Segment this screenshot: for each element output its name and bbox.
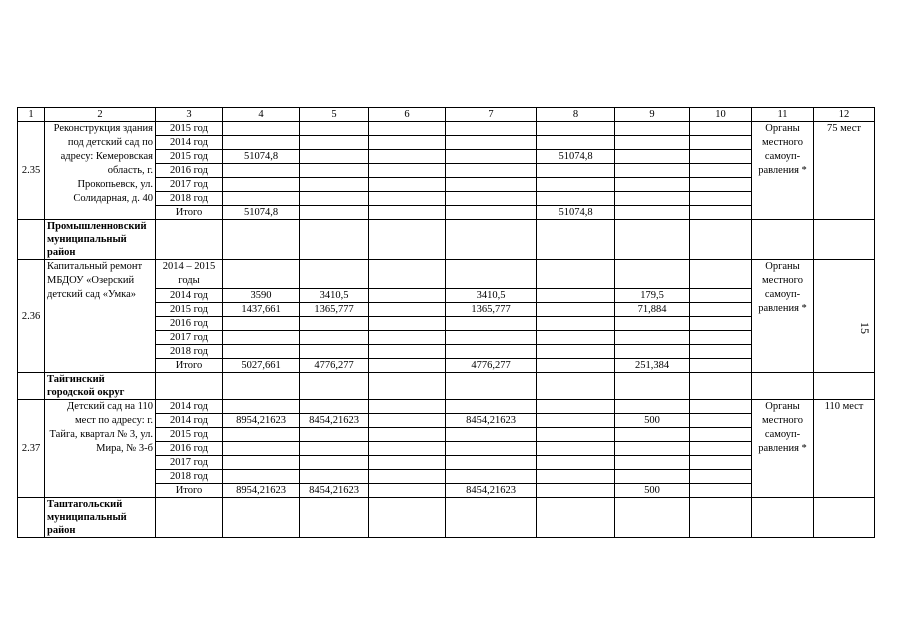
col-header: 1 <box>18 108 45 122</box>
total-label: Итого <box>156 484 223 498</box>
value-cell: 8954,21623 <box>223 414 300 428</box>
value-cell: 500 <box>615 484 690 498</box>
item-number: 2.35 <box>18 122 45 220</box>
value-cell: 8954,21623 <box>223 484 300 498</box>
year-cell: 2014 – 2015 годы <box>156 260 223 289</box>
value-cell: 5027,661 <box>223 359 300 373</box>
value-cell: 71,884 <box>615 303 690 317</box>
col-header: 9 <box>615 108 690 122</box>
value-cell: 4776,277 <box>300 359 369 373</box>
section-row <box>18 373 875 400</box>
col-header: 3 <box>156 108 223 122</box>
year-cell: 2016 год <box>156 442 223 456</box>
value-cell: 3590 <box>223 289 300 303</box>
item-name: Детский сад на 110 мест по адресу: г. Тайга, квартал № 3, ул. Мира, № 3-б <box>45 400 156 498</box>
value-cell: 51074,8 <box>537 150 615 164</box>
item-number: 2.36 <box>18 260 45 373</box>
value-cell: 179,5 <box>615 289 690 303</box>
year-cell: 2014 год <box>156 136 223 150</box>
value-cell: 4776,277 <box>446 359 537 373</box>
year-cell: 2017 год <box>156 331 223 345</box>
value-cell: 8454,21623 <box>300 414 369 428</box>
total-label: Итого <box>156 206 223 220</box>
year-cell: 2015 год <box>156 428 223 442</box>
section-title: Промышленновский муниципальный район <box>45 220 156 260</box>
places-count: 110 мест <box>814 400 875 498</box>
table-row <box>18 400 875 414</box>
col-header: 4 <box>223 108 300 122</box>
value-cell: 1365,777 <box>300 303 369 317</box>
section-row <box>18 498 875 538</box>
item-number: 2.37 <box>18 400 45 498</box>
value-cell: 1437,661 <box>223 303 300 317</box>
places-count: 75 мест <box>814 122 875 220</box>
year-cell: 2014 год <box>156 414 223 428</box>
col-header: 7 <box>446 108 537 122</box>
year-cell: 2017 год <box>156 456 223 470</box>
value-cell: 3410,5 <box>300 289 369 303</box>
value-cell: 8454,21623 <box>446 414 537 428</box>
year-cell: 2018 год <box>156 345 223 359</box>
col-header: 2 <box>45 108 156 122</box>
value-cell: 8454,21623 <box>300 484 369 498</box>
year-cell: 2018 год <box>156 470 223 484</box>
value-cell: 8454,21623 <box>446 484 537 498</box>
year-cell: 2016 год <box>156 164 223 178</box>
table-row <box>18 260 875 289</box>
col-header: 10 <box>690 108 752 122</box>
value-cell: 51074,8 <box>223 150 300 164</box>
value-cell: 1365,777 <box>446 303 537 317</box>
program-table <box>17 107 875 538</box>
value-cell: 51074,8 <box>537 206 615 220</box>
value-cell: 3410,5 <box>446 289 537 303</box>
item-name: Капитальный ремонт МБДОУ «Озерский детский сад «Умка» <box>45 260 156 373</box>
year-cell: 2017 год <box>156 178 223 192</box>
section-row <box>18 220 875 260</box>
responsible-org: Органы местного самоуп- равления * <box>752 400 814 498</box>
value-cell: 251,384 <box>615 359 690 373</box>
year-cell: 2014 год <box>156 289 223 303</box>
col-header: 8 <box>537 108 615 122</box>
page-number: 15 <box>858 322 872 334</box>
responsible-org: Органы местного самоуп- равления * <box>752 122 814 220</box>
column-number-row <box>18 108 875 122</box>
year-cell: 2015 год <box>156 150 223 164</box>
item-name: Реконструкция здания под детский сад по адресу: Кемеровская область, г. Прокопьевск, ул. Солидарная, д. 40 <box>45 122 156 220</box>
section-title: Тайгинский городской округ <box>45 373 156 400</box>
year-cell: 2018 год <box>156 192 223 206</box>
total-label: Итого <box>156 359 223 373</box>
value-cell: 500 <box>615 414 690 428</box>
col-header: 5 <box>300 108 369 122</box>
year-cell: 2014 год <box>156 400 223 414</box>
table-row <box>18 122 875 136</box>
section-title: Таштагольский муниципальный район <box>45 498 156 538</box>
year-cell: 2015 год <box>156 303 223 317</box>
value-cell: 51074,8 <box>223 206 300 220</box>
col-header: 6 <box>369 108 446 122</box>
col-header: 12 <box>814 108 875 122</box>
year-cell: 2015 год <box>156 122 223 136</box>
year-cell: 2016 год <box>156 317 223 331</box>
col-header: 11 <box>752 108 814 122</box>
responsible-org: Органы местного самоуп- равления * <box>752 260 814 373</box>
